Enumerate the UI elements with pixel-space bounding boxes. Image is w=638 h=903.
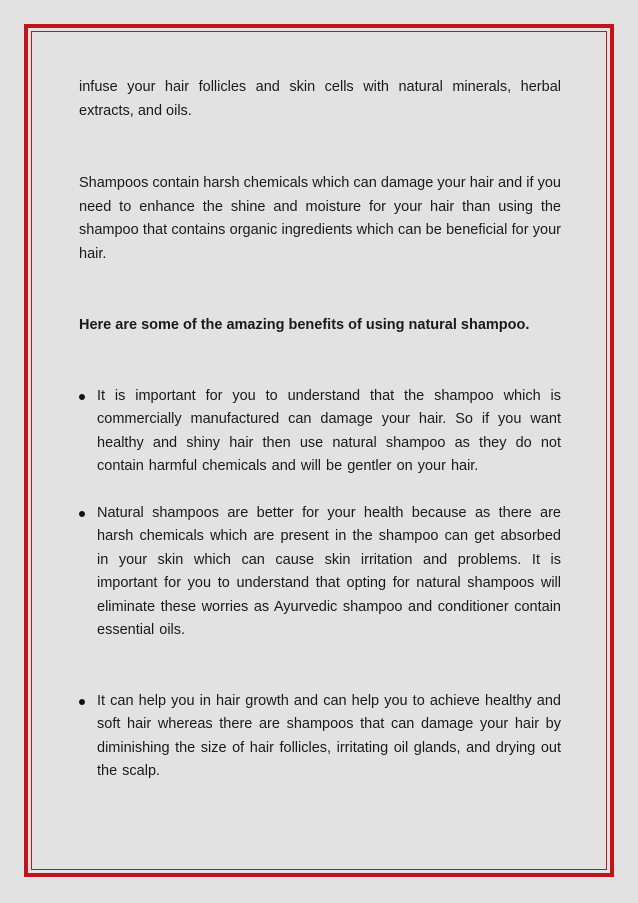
bullet-icon — [79, 394, 85, 400]
paragraph-intro: infuse your hair follicles and skin cells with natural minerals, herbal extracts, and oils. — [79, 79, 561, 119]
paragraph-shampoo-chemicals: Shampoos contain harsh chemicals which can damage your hair and if you need to enhance the shine and moisture for your hair than using the shampoo that contains organic ingredients which can be beneficial for your hair. — [79, 175, 561, 262]
list-item-text: Natural shampoos are better for your health because as there are harsh chemicals which are present in the shampoo can get absorbed in your skin which can cause skin irritation and problems. It is important for you to understand that opting for natural shampoos will eliminate these worries as Ayurvedic shampoo and conditioner contain essential oils. — [97, 504, 561, 638]
page-content — [79, 76, 561, 784]
list-item-text: It is important for you to understand that the shampoo which is commercially manufactured can damage your hair. So if you want healthy and shiny hair then use natural shampoo as they do not contain harmful chemicals and will be gentler on your hair. — [97, 387, 561, 474]
bullet-icon — [79, 511, 85, 517]
benefits-list — [79, 385, 561, 784]
bullet-icon — [79, 699, 85, 705]
list-item — [79, 502, 561, 643]
section-heading: Here are some of the amazing benefits of using natural shampoo. — [79, 317, 530, 333]
list-item — [79, 385, 561, 479]
list-item — [79, 690, 561, 784]
list-item-text: It can help you in hair growth and can help you to achieve healthy and soft hair whereas there are shampoos that can damage your hair by diminishing the size of hair follicles, irritating oil glands, and drying out the scalp. — [97, 692, 561, 779]
